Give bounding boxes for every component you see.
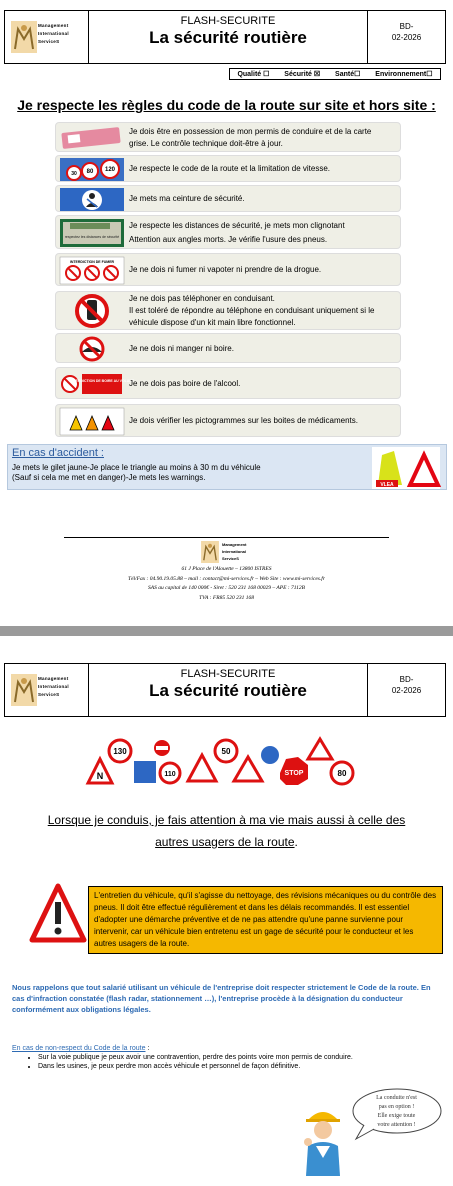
logo-line: ServiceS <box>38 692 60 697</box>
rule-no-alcohol <box>55 367 401 399</box>
rule-license <box>55 122 401 152</box>
footer-tva: TVA : FR85 520 231 168 <box>199 595 254 601</box>
rule-text: Je respecte le code de la route et la limitation de vitesse. <box>129 164 330 173</box>
footer-contact[interactable]: Tél/Fax : 04.90.19.05.88 – mail : contact@mi-services.fr – Web Site : www.mi-services.fr <box>128 576 325 582</box>
bubble-line: votre attention ! <box>377 1122 416 1128</box>
document-header <box>4 663 446 717</box>
rule-text: Il est toléré de répondre au téléphone en conduisant uniquement si le <box>129 306 375 315</box>
logo-line: International <box>38 31 69 36</box>
bubble-line: La conduite n'est <box>376 1095 417 1101</box>
document-reference <box>368 664 445 716</box>
category-health[interactable]: Santé☐ <box>335 71 361 78</box>
rule-distance <box>55 215 401 249</box>
sign-text: INTERDICTION DE BOIRE AU VOLANT <box>69 379 135 383</box>
warning-triangle-icon <box>30 884 86 944</box>
header-kicker: FLASH-SECURITE <box>180 15 276 27</box>
logo-emblem-icon <box>11 21 37 53</box>
rules-headline: Je respecte les règles du code de la route sur site et hors site : <box>17 97 436 113</box>
rule-text: véhicule dispose d'un kit main libre fonctionnel. <box>129 318 296 327</box>
header-kicker: FLASH-SECURITE <box>180 668 276 680</box>
bubble-line: Elle exige toute <box>377 1113 416 1119</box>
rule-speed <box>55 155 401 182</box>
category-environment[interactable]: Environnement☐ <box>375 71 433 78</box>
rule-text: Je respecte les distances de sécurité, je mets mon clignotant <box>129 221 345 230</box>
safe-distance-icon <box>60 219 124 247</box>
warning-sign-icon <box>308 739 332 759</box>
logo-emblem-icon <box>11 674 37 706</box>
no-alcohol-icon <box>60 371 135 397</box>
footer-divider <box>64 537 389 538</box>
rule-no-eating <box>55 333 401 363</box>
ref-line: 02-2026 <box>391 33 422 42</box>
accident-line: (Sauf si cela me met en danger)-Je mets les warnings. <box>12 473 206 482</box>
category-security[interactable]: Sécurité ☒ <box>284 71 321 78</box>
page-2 <box>0 636 453 1186</box>
company-logo <box>5 664 89 716</box>
logo-line: International <box>38 684 69 689</box>
sign-label: STOP <box>284 770 304 777</box>
legal-reminder: Nous rappelons que tout salarié utilisant un véhicule de l'entreprise doit respecter strictement le Code de la route. En cas d'infraction constatée (flash radar, stationnement …), l'entreprise procède à la désignation du conducteur conformément aux obligations légales. <box>12 983 431 1014</box>
bubble-line: pas en option ! <box>378 1104 415 1110</box>
svg-text:30: 30 <box>71 171 77 177</box>
slogan <box>0 809 453 853</box>
slogan-line: autres usagers de la route <box>155 835 295 849</box>
driving-license-icon <box>60 126 124 149</box>
category-quality[interactable]: Qualité ☐ <box>237 71 270 78</box>
medication-pictogram-icon <box>60 408 124 435</box>
safety-vest-triangle-icon <box>372 447 440 489</box>
accident-title: En cas d'accident : <box>12 447 104 459</box>
rule-medication <box>55 404 401 437</box>
rule-text: Je mets ma ceinture de sécurité. <box>129 194 245 203</box>
list-item: • Dans les usines, je peux perdre mon accès véhicule et personnel de façon définitive. <box>38 1062 442 1071</box>
logo-line: Management <box>38 676 69 681</box>
seatbelt-icon <box>60 188 124 211</box>
sign-label: 110 <box>164 771 176 778</box>
logo-line: Management <box>38 23 69 28</box>
road-signs-illustration <box>86 739 366 787</box>
sign-label: N <box>96 771 104 781</box>
warning-sign-icon <box>234 757 262 781</box>
footer-logo <box>201 541 247 568</box>
rule-text: Je ne dois ni fumer ni vapoter ni prendre de la drogue. <box>129 265 322 274</box>
ref-line: BD- <box>399 675 414 684</box>
title-suffix: : <box>145 1045 150 1052</box>
sign-label: 80 <box>337 769 347 778</box>
document-header <box>4 10 446 64</box>
noncompliance-title: En cas de non-respect du Code de la route <box>12 1045 146 1052</box>
sign-text: respectez les distances de sécurité <box>64 235 120 239</box>
rule-no-smoking <box>55 253 401 286</box>
logo-line: International <box>222 549 247 554</box>
sign-label: 50 <box>221 747 231 756</box>
rule-seatbelt <box>55 185 401 212</box>
logo-line: ServiceS <box>222 556 239 561</box>
no-phone-icon <box>60 294 124 329</box>
highway-sign-icon <box>134 761 156 783</box>
rule-text: Attention aux angles morts. Je vérifie l'usure des pneus. <box>129 235 328 244</box>
noncompliance-section <box>12 1044 442 1071</box>
list-item: • Sur la voie publique je peux avoir une contravention, perdre des points voire mon permis de conduire. <box>38 1053 442 1062</box>
logo-line: ServiceS <box>38 39 60 44</box>
slogan-end: . <box>294 835 298 849</box>
ref-line: 02-2026 <box>391 686 422 695</box>
logo-line: Management <box>222 542 247 547</box>
category-checkboxes <box>229 68 441 80</box>
svg-text:120: 120 <box>104 167 116 173</box>
footer-address: 61 J Place de l'Alouette – 13800 ISTRES <box>181 566 272 572</box>
no-eating-icon <box>60 336 124 362</box>
rule-text: Je dois vérifier les pictogrammes sur les boites de médicaments. <box>129 416 358 425</box>
document-title: La sécurité routière <box>149 681 307 700</box>
vest-label: VLEA <box>380 482 394 488</box>
rule-text: Je ne dois ni manger ni boire. <box>129 344 234 353</box>
mandatory-sign-icon <box>261 746 279 764</box>
speech-bubble <box>350 1087 443 1140</box>
company-logo <box>5 11 89 63</box>
no-smoking-drugs-icon <box>60 257 124 284</box>
document-reference <box>368 11 445 63</box>
rule-text: grise. Le contrôle technique doit-être à jour. <box>129 139 283 148</box>
logo-emblem-icon <box>201 541 219 563</box>
accident-box <box>7 444 447 490</box>
roadworks-sign-icon <box>188 755 216 781</box>
rule-text: Je ne dois pas téléphoner en conduisant. <box>129 294 275 303</box>
accident-line: Je mets le gilet jaune-Je place le triangle au moins à 30 m du véhicule <box>12 463 261 472</box>
worker-illustration-icon <box>298 1106 348 1178</box>
ref-line: BD- <box>399 22 414 31</box>
svg-text:80: 80 <box>86 169 94 175</box>
sign-text: INTERDICTION DE FUMER <box>69 260 115 264</box>
rule-text: Je dois être en possession de mon permis de conduire et de la carte <box>129 127 372 136</box>
rule-no-phone <box>55 291 401 330</box>
document-title: La sécurité routière <box>149 28 307 47</box>
slogan-line: Lorsque je conduis, je fais attention à ma vie mais aussi à celle des <box>47 813 406 827</box>
maintenance-notice: L'entretien du véhicule, qu'il s'agisse du nettoyage, des révisions mécaniques ou du contrôle des pneus. Il doit être effectué régulièrement et dans les délais recommandés. Il est essentiel d'adopter une démarche préventive et de ne pas attendre qu'une panne survienne pour intervenir, car un véhicule bien entretenu est un gage de sécurité pour le conducteur et les autres usagers de la route. <box>88 886 443 954</box>
footer-company: SAS au capital de 140 000€ - Siret : 520 231 168 00029 – APE : 7112B <box>148 585 305 591</box>
rule-text: Je ne dois pas boire de l'alcool. <box>129 379 241 388</box>
speed-limit-icon <box>60 158 124 181</box>
sign-label: 130 <box>113 747 127 756</box>
